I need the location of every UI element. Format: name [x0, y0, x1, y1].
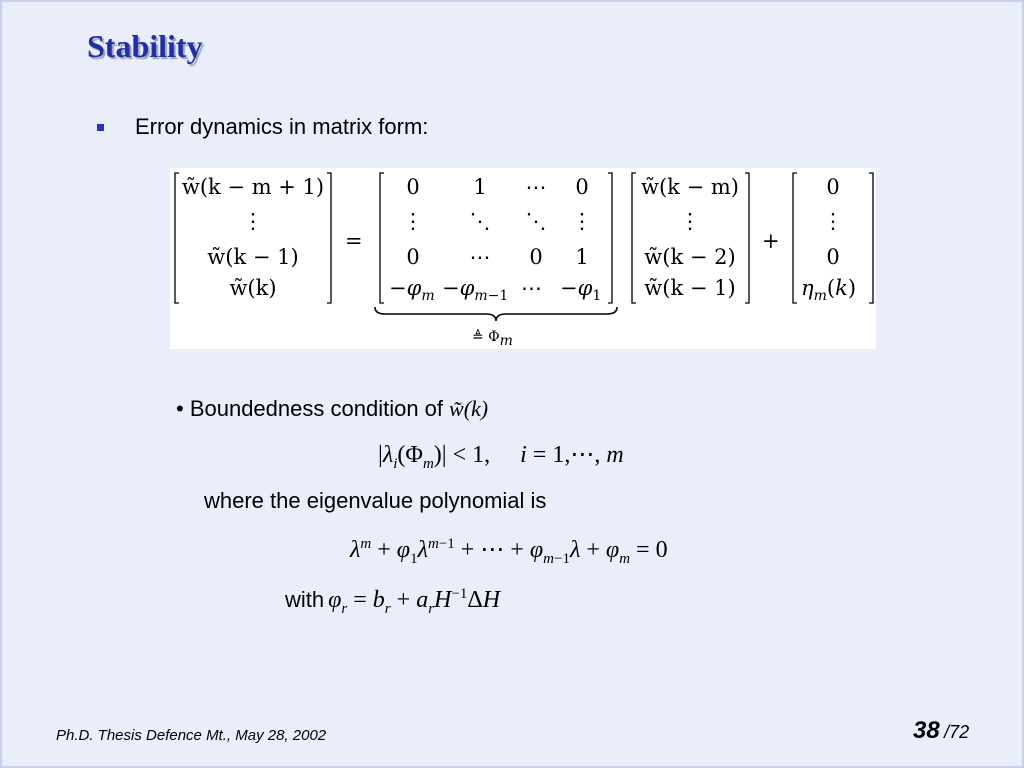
- lhs-vector: [182, 175, 324, 300]
- svg-text:−φm−1: −φm−1: [442, 276, 509, 304]
- page-number: [913, 717, 969, 745]
- lhs-entry: ⋮: [242, 209, 264, 233]
- boundedness-line: [176, 396, 488, 422]
- matrix-cell: ⋱: [525, 209, 547, 233]
- matrix-cell: ⋮: [402, 209, 424, 233]
- matrix-cell: 0: [575, 175, 589, 199]
- lhs-entry: w̃(k): [229, 276, 277, 300]
- matrix-cell: ⋮: [571, 209, 593, 233]
- noise-entry: ⋮: [822, 209, 844, 233]
- rhs-entry: w̃(k − 2): [644, 245, 736, 269]
- coefficient-formula: $\varphi_r = b_r + a_rH^{-1}\Delta H$: [328, 586, 501, 617]
- equals-sign: =: [345, 229, 363, 253]
- phi-matrix: [403, 175, 593, 269]
- rhs-entry: w̃(k − m): [641, 175, 739, 199]
- svg-text:−φ1: −φ1: [560, 276, 602, 304]
- matrix-cell: 0: [406, 245, 420, 269]
- where-text: where the eigenvalue polynomial is: [204, 488, 547, 513]
- eigenvalue-inequality: $|\lambda_i(\Phi_m)| < 1$, i = 1,⋯, m: [378, 442, 624, 472]
- page-current: 38: [913, 717, 940, 744]
- matrix-cell: ⋯: [469, 245, 491, 269]
- matrix-cell: 0: [406, 175, 420, 199]
- rhs-entry: w̃(k − 1): [644, 276, 736, 300]
- plus-sign: +: [762, 229, 780, 253]
- noise-entry: 0: [826, 175, 840, 199]
- coefficient-definition: [285, 586, 500, 618]
- noise-entry-last: ηm(k): [801, 276, 857, 304]
- slide-title: Stability: [87, 28, 203, 64]
- brace-label: ≜ Φm: [472, 329, 513, 349]
- bullet-text: Error dynamics in matrix form:: [135, 114, 429, 139]
- noise-vector: [823, 175, 844, 269]
- matrix-cell: 1: [575, 245, 589, 269]
- matrix-cell: 1: [473, 175, 487, 199]
- matrix-cell: ⋱: [469, 209, 491, 233]
- matrix-equation: [170, 168, 876, 349]
- noise-entry: 0: [826, 245, 840, 269]
- footer-text: Ph.D. Thesis Defence Mt., May 28, 2002: [56, 727, 327, 744]
- page-total: /72: [944, 722, 970, 742]
- rhs-entry: ⋮: [679, 209, 701, 233]
- matrix-cell: ⋯: [525, 175, 547, 199]
- lhs-entry: w̃(k − 1): [207, 245, 299, 269]
- svg-text:⋯: ⋯: [521, 276, 542, 300]
- underbrace: [375, 307, 617, 321]
- bullet-square-icon: [97, 124, 104, 131]
- with-label: with: [285, 587, 325, 612]
- lhs-entry: w̃(k − m + 1): [181, 175, 325, 199]
- svg-text:−φm: −φm: [389, 276, 435, 304]
- boundedness-variable: w̃(k): [449, 396, 489, 421]
- eigenvalue-polynomial: $\lambda^m + \varphi_1\lambda^{m-1}$ + ⋯ + $\varphi_{m-1}\lambda + \varphi_m = 0$: [350, 536, 668, 567]
- boundedness-label: • Boundedness condition of: [176, 396, 444, 421]
- matrix-cell: 0: [529, 245, 543, 269]
- rhs-vector: [641, 175, 739, 300]
- phi-matrix-last-row: [389, 276, 601, 304]
